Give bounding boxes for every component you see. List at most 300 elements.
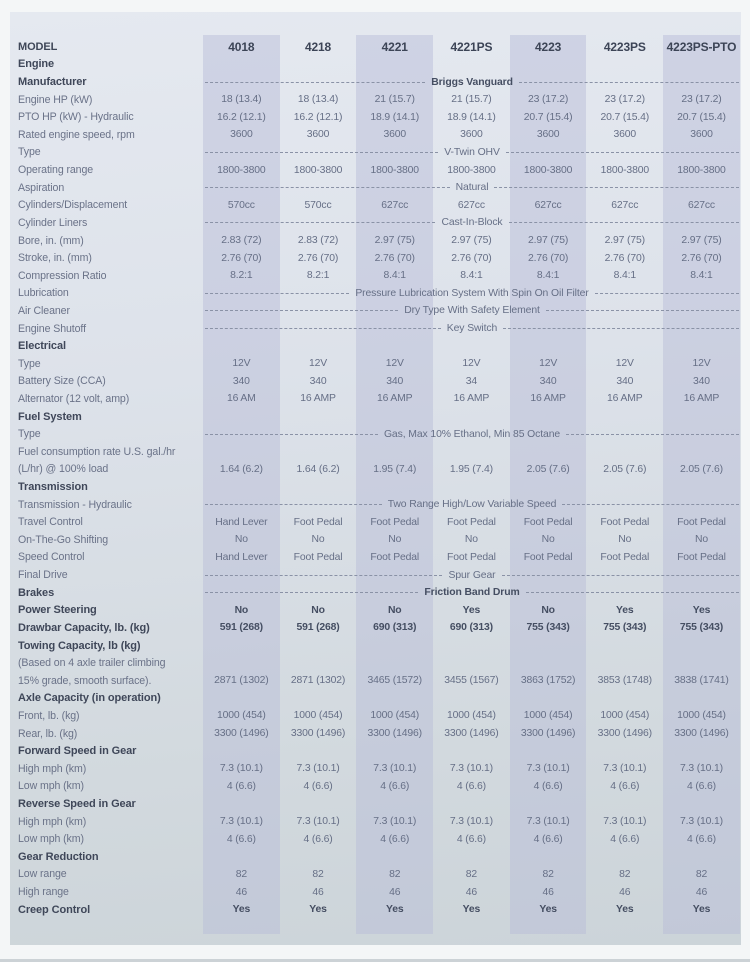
value-cell: Foot Pedal xyxy=(600,551,650,563)
row-label: Stroke, in. (mm) xyxy=(18,252,92,265)
row-label: High mph (km) xyxy=(18,815,87,828)
value-cell: 2.05 (7.6) xyxy=(603,463,647,475)
row-label: Alternator (12 volt, amp) xyxy=(18,392,130,405)
value-cell: 1000 (454) xyxy=(677,710,726,722)
value-cell: 340 xyxy=(309,375,327,387)
value-cell: 340 xyxy=(232,375,250,387)
row-label: Speed Control xyxy=(18,551,85,564)
value-cell: 82 xyxy=(235,868,247,880)
value-cell: 4 (6.6) xyxy=(610,780,640,792)
value-cell: 1000 (454) xyxy=(523,710,573,722)
row-label: Rated engine speed, rpm xyxy=(18,128,135,141)
value-cell: 755 (343) xyxy=(603,622,647,634)
value-cell: Yes xyxy=(462,604,481,616)
dashed-line xyxy=(205,82,425,83)
dashed-line xyxy=(503,328,739,329)
spec-row xyxy=(10,672,741,690)
spec-row xyxy=(10,496,741,514)
spec-row xyxy=(10,232,741,250)
value-cell: 16 AM xyxy=(226,393,256,405)
row-label: Cylinder Liners xyxy=(18,216,88,229)
spec-row xyxy=(10,830,741,848)
value-cell: 1000 (454) xyxy=(216,710,266,722)
value-cell: 3300 (1496) xyxy=(290,728,346,740)
value-cell: 16 AMP xyxy=(607,393,643,405)
value-cell: 46 xyxy=(312,886,324,898)
value-cell: 627cc xyxy=(381,199,409,211)
value-cell: Hand Lever xyxy=(215,516,268,528)
value-cell: 12V xyxy=(232,358,251,370)
value-cell: 7.3 (10.1) xyxy=(449,763,493,775)
value-cell: Foot Pedal xyxy=(447,551,496,563)
value-cell: 18.9 (14.1) xyxy=(370,111,420,123)
row-label: Engine HP (kW) xyxy=(18,93,93,106)
value-cell: 2.76 (70) xyxy=(681,252,722,264)
value-cell: 4 (6.6) xyxy=(533,780,563,792)
value-cell: 46 xyxy=(542,886,554,898)
value-cell: 3300 (1496) xyxy=(367,728,422,740)
value-cell: 2871 (1302) xyxy=(290,675,346,687)
dashed-line xyxy=(205,293,349,294)
value-cell: Foot Pedal xyxy=(293,516,343,528)
section-row xyxy=(10,848,741,866)
model-header-cell: 4018 xyxy=(228,39,255,54)
row-label: Type xyxy=(18,146,41,159)
model-header-cell: 4223PS-PTO xyxy=(666,39,737,54)
value-cell: 3600 xyxy=(690,129,713,141)
row-label: Bore, in. (mm) xyxy=(18,234,84,247)
value-cell: 46 xyxy=(235,886,247,898)
section-row xyxy=(10,56,741,74)
value-cell: 82 xyxy=(695,868,708,880)
value-cell: 2.97 (75) xyxy=(681,235,722,246)
spec-row xyxy=(10,513,741,531)
value-cell: 7.3 (10.1) xyxy=(679,763,723,775)
spanning-value-text: Briggs Vanguard xyxy=(431,76,513,88)
spec-row xyxy=(10,355,741,373)
row-label: Axle Capacity (in operation) xyxy=(18,692,161,705)
value-cell: 340 xyxy=(616,375,634,387)
spec-row xyxy=(10,196,741,214)
value-cell: 7.3 (10.1) xyxy=(526,763,570,775)
row-label: Operating range xyxy=(18,164,94,177)
value-cell: No xyxy=(618,534,632,546)
spec-row xyxy=(10,619,741,637)
spec-row xyxy=(10,566,741,584)
spec-row xyxy=(10,461,741,479)
spanning-value-text: Gas, Max 10% Ethanol, Min 85 Octane xyxy=(383,428,561,440)
spec-row xyxy=(10,901,741,919)
value-cell: 7.3 (10.1) xyxy=(603,816,647,828)
value-cell: 1.64 (6.2) xyxy=(219,463,263,475)
spanning-value xyxy=(203,570,741,581)
spanning-value-text: Natural xyxy=(455,182,489,194)
spec-row xyxy=(10,214,741,232)
value-cell: 591 (268) xyxy=(219,622,263,634)
value-cell: No xyxy=(311,534,325,546)
spec-row xyxy=(10,425,741,443)
value-cell: 82 xyxy=(465,868,478,880)
value-cell: 4 (6.6) xyxy=(303,780,333,792)
value-cell: 3455 (1567) xyxy=(444,675,499,687)
row-label: Creep Control xyxy=(18,903,91,916)
row-label: (L/hr) @ 100% load xyxy=(18,463,109,476)
value-cell: 4 (6.6) xyxy=(456,833,486,845)
value-cell: 12V xyxy=(309,358,328,370)
value-cell: 2.97 (75) xyxy=(604,235,645,246)
value-cell: 1000 (454) xyxy=(293,710,343,722)
value-cell: Foot Pedal xyxy=(677,516,726,528)
spec-row xyxy=(10,267,741,285)
spec-row xyxy=(10,654,741,672)
model-header-cell: 4223 xyxy=(535,39,562,54)
value-cell: 20.7 (15.4) xyxy=(677,111,726,123)
value-cell: No xyxy=(234,534,248,546)
value-cell: 16 AMP xyxy=(376,393,413,405)
value-cell: 2.83 (72) xyxy=(297,235,339,246)
spanning-value xyxy=(203,429,741,440)
spanning-value xyxy=(203,305,741,316)
value-cell: 7.3 (10.1) xyxy=(373,763,417,775)
value-cell: 755 (343) xyxy=(526,622,570,634)
section-row xyxy=(10,408,741,426)
value-cell: 1.64 (6.2) xyxy=(296,463,340,475)
value-cell: 1800-3800 xyxy=(677,164,726,176)
value-cell: 16 AMP xyxy=(300,393,336,405)
spanning-value-text: V-Twin OHV xyxy=(444,146,500,158)
spanning-value-text: Dry Type With Safety Element xyxy=(404,305,540,317)
value-cell: 7.3 (10.1) xyxy=(603,763,647,775)
value-cell: 4 (6.6) xyxy=(380,780,410,792)
section-row xyxy=(10,478,741,496)
spanning-value xyxy=(203,147,741,158)
value-cell: Foot Pedal xyxy=(600,516,650,528)
value-cell: 4 (6.6) xyxy=(226,780,256,792)
value-cell: 82 xyxy=(389,868,401,880)
value-cell: 2.76 (70) xyxy=(451,252,492,264)
value-cell: 340 xyxy=(539,375,557,387)
row-label: Travel Control xyxy=(18,516,83,529)
value-cell: 3863 (1752) xyxy=(520,675,576,687)
dashed-line xyxy=(595,293,739,294)
spec-row xyxy=(10,161,741,179)
row-label: Drawbar Capacity, lb. (kg) xyxy=(18,621,150,634)
dashed-line xyxy=(502,575,739,576)
value-cell: Foot Pedal xyxy=(677,551,726,563)
value-cell: 23 (17.2) xyxy=(527,94,569,106)
row-label: Power Steering xyxy=(18,604,97,617)
dashed-line xyxy=(205,328,441,329)
value-cell: 1800-3800 xyxy=(293,164,343,176)
value-cell: 7.3 (10.1) xyxy=(296,816,340,828)
row-label: Air Cleaner xyxy=(18,304,70,317)
spec-row xyxy=(10,866,741,884)
value-cell: 2.76 (70) xyxy=(374,252,415,264)
row-label: MODEL xyxy=(18,40,58,53)
value-cell: 3300 (1496) xyxy=(214,728,269,740)
spanning-value-text: Friction Band Drum xyxy=(424,587,520,599)
row-label: High mph (km) xyxy=(18,762,87,775)
dashed-line xyxy=(546,310,739,311)
value-cell: 8.4:1 xyxy=(383,270,406,282)
dashed-line xyxy=(205,152,438,153)
value-cell: 2.76 (70) xyxy=(604,252,645,264)
spec-table xyxy=(10,12,741,918)
value-cell: 1.95 (7.4) xyxy=(373,463,417,475)
value-cell: 627cc xyxy=(534,199,562,211)
spec-row xyxy=(10,760,741,778)
section-row xyxy=(10,742,741,760)
value-cell: 46 xyxy=(389,886,401,898)
value-cell: No xyxy=(694,534,708,546)
value-cell: Foot Pedal xyxy=(370,551,420,563)
spec-row xyxy=(10,373,741,391)
value-cell: 340 xyxy=(386,375,404,387)
row-label: Front, lb. (kg) xyxy=(18,709,80,722)
value-cell: 12V xyxy=(385,358,404,370)
spec-row xyxy=(10,813,741,831)
value-cell: No xyxy=(388,534,402,546)
value-cell: 3300 (1496) xyxy=(520,728,576,740)
row-label: Type xyxy=(18,357,41,370)
value-cell: Yes xyxy=(309,904,327,916)
spec-row xyxy=(10,73,741,91)
value-cell: 8.4:1 xyxy=(536,270,560,282)
spanning-value xyxy=(203,182,741,193)
row-label: Type xyxy=(18,428,41,441)
value-cell: 1800-3800 xyxy=(447,164,496,176)
value-cell: 18 (13.4) xyxy=(297,94,339,106)
value-cell: 4 (6.6) xyxy=(533,833,563,845)
row-label: Fuel System xyxy=(18,410,82,423)
spec-row xyxy=(10,179,741,197)
value-cell: Foot Pedal xyxy=(523,516,573,528)
value-cell: 7.3 (10.1) xyxy=(373,816,417,828)
value-cell: 3600 xyxy=(536,129,560,141)
dashed-line xyxy=(205,575,442,576)
value-cell: Yes xyxy=(692,904,711,916)
spec-row xyxy=(10,531,741,549)
row-label: Transmission xyxy=(18,481,88,494)
value-cell: 18.9 (14.1) xyxy=(447,111,496,123)
value-cell: 2.97 (75) xyxy=(374,235,415,246)
value-cell: No xyxy=(234,604,249,616)
value-cell: 690 (313) xyxy=(449,622,493,634)
value-cell: 16 AMP xyxy=(453,393,490,405)
value-cell: Yes xyxy=(462,904,481,916)
value-cell: 8.2:1 xyxy=(306,270,330,282)
value-cell: 4 (6.6) xyxy=(686,833,716,845)
value-cell: Yes xyxy=(385,904,404,916)
spec-row xyxy=(10,602,741,620)
spec-row xyxy=(10,320,741,338)
spanning-value-text: Cast-In-Block xyxy=(441,217,503,229)
value-cell: 2.76 (70) xyxy=(221,252,262,264)
value-cell: 1000 (454) xyxy=(447,710,496,722)
value-cell: 1000 (454) xyxy=(370,710,420,722)
spec-row xyxy=(10,443,741,461)
model-header-cell: 4221 xyxy=(381,39,408,54)
section-row xyxy=(10,637,741,655)
value-cell: 7.3 (10.1) xyxy=(219,763,263,775)
value-cell: 82 xyxy=(619,868,631,880)
value-cell: 2.97 (75) xyxy=(527,235,569,246)
value-cell: 2.05 (7.6) xyxy=(526,463,570,475)
row-label: Final Drive xyxy=(18,569,68,582)
spec-row xyxy=(10,390,741,408)
row-label: Lubrication xyxy=(18,287,69,300)
row-label: On-The-Go Shifting xyxy=(18,533,109,546)
value-cell: No xyxy=(464,534,478,546)
value-cell: 627cc xyxy=(457,199,485,211)
row-label: PTO HP (kW) - Hydraulic xyxy=(18,111,134,124)
value-cell: 4 (6.6) xyxy=(456,780,486,792)
dashed-line xyxy=(509,222,739,223)
value-cell: 7.3 (10.1) xyxy=(449,816,493,828)
value-cell: 7.3 (10.1) xyxy=(296,763,340,775)
value-cell: 8.4:1 xyxy=(613,270,636,282)
value-cell: Foot Pedal xyxy=(293,551,343,563)
row-label: (Based on 4 axle trailer climbing xyxy=(18,657,166,670)
value-cell: 12V xyxy=(692,358,711,370)
row-label: Low mph (km) xyxy=(18,780,84,793)
value-cell: 46 xyxy=(465,886,478,898)
value-cell: 2.83 (72) xyxy=(221,235,262,246)
value-cell: 2.76 (70) xyxy=(297,252,339,264)
value-cell: 570cc xyxy=(227,199,255,211)
value-cell: 3853 (1748) xyxy=(597,675,652,687)
value-cell: 4 (6.6) xyxy=(380,833,410,845)
value-cell: 46 xyxy=(619,886,631,898)
value-cell: 1800-3800 xyxy=(217,164,266,176)
value-cell: 12V xyxy=(462,358,481,370)
section-row xyxy=(10,690,741,708)
row-label: Cylinders/Displacement xyxy=(18,199,128,212)
spec-row xyxy=(10,126,741,144)
value-cell: 4 (6.6) xyxy=(610,833,640,845)
model-header-cell: 4221PS xyxy=(450,39,493,54)
value-cell: 3300 (1496) xyxy=(674,728,729,740)
row-label: Compression Ratio xyxy=(18,269,107,282)
row-label: Aspiration xyxy=(18,181,65,194)
spanning-value-text: Spur Gear xyxy=(448,569,496,581)
dashed-line xyxy=(205,310,398,311)
value-cell: No xyxy=(541,604,555,616)
value-cell: 82 xyxy=(312,868,324,880)
spanning-value xyxy=(203,587,741,598)
value-cell: 2.97 (75) xyxy=(451,235,492,246)
value-cell: 82 xyxy=(542,868,554,880)
row-label: Engine Shutoff xyxy=(18,322,86,335)
row-label: High range xyxy=(18,886,69,899)
value-cell: 23 (17.2) xyxy=(681,94,722,106)
value-cell: 3600 xyxy=(613,129,637,141)
value-cell: 1.95 (7.4) xyxy=(449,463,493,475)
value-cell: Yes xyxy=(232,904,251,916)
model-header-cell: 4218 xyxy=(304,39,332,54)
dashed-line xyxy=(494,187,739,188)
spanning-value-text: Two Range High/Low Variable Speed xyxy=(387,499,557,511)
spec-row xyxy=(10,144,741,162)
spec-row xyxy=(10,584,741,602)
value-cell: 3600 xyxy=(383,129,406,141)
value-cell: 46 xyxy=(695,886,708,898)
dashed-line xyxy=(506,152,739,153)
value-cell: 340 xyxy=(693,375,710,387)
spanning-value xyxy=(203,77,741,88)
value-cell: Yes xyxy=(616,604,634,616)
value-cell: Foot Pedal xyxy=(370,516,420,528)
value-cell: Hand Lever xyxy=(215,551,268,563)
value-cell: 16 AMP xyxy=(530,393,566,405)
spanning-value-text: Key Switch xyxy=(446,323,498,335)
dashed-line xyxy=(526,592,739,593)
value-cell: 20.7 (15.4) xyxy=(600,111,650,123)
value-cell: 2.76 (70) xyxy=(527,252,569,264)
value-cell: 12V xyxy=(539,358,558,370)
spec-row xyxy=(10,549,741,567)
value-cell: 8.2:1 xyxy=(230,270,253,282)
dashed-line xyxy=(205,222,435,223)
value-cell: 21 (15.7) xyxy=(451,94,492,106)
value-cell: 3300 (1496) xyxy=(597,728,652,740)
value-cell: 1800-3800 xyxy=(523,164,573,176)
value-cell: Yes xyxy=(616,904,634,916)
value-cell: 690 (313) xyxy=(373,622,417,634)
dashed-line xyxy=(562,504,739,505)
spanning-value xyxy=(203,323,741,334)
value-cell: 8.4:1 xyxy=(460,270,483,282)
section-row xyxy=(10,337,741,355)
value-cell: 4 (6.6) xyxy=(686,780,716,792)
value-cell: 1800-3800 xyxy=(370,164,419,176)
dashed-line xyxy=(566,434,739,435)
row-label: Fuel consumption rate U.S. gal./hr xyxy=(18,445,176,458)
value-cell: 627cc xyxy=(687,199,715,211)
value-cell: 16.2 (12.1) xyxy=(217,111,266,123)
dashed-line xyxy=(205,187,450,188)
value-cell: 755 (343) xyxy=(679,622,724,634)
spec-row xyxy=(10,249,741,267)
value-cell: 1000 (454) xyxy=(600,710,650,722)
row-label: Brakes xyxy=(18,586,55,599)
value-cell: Yes xyxy=(539,904,557,916)
value-cell: Foot Pedal xyxy=(523,551,573,563)
value-cell: No xyxy=(311,604,325,616)
value-cell: 627cc xyxy=(611,199,639,211)
row-label: Towing Capacity, lb (kg) xyxy=(18,639,141,652)
dashed-line xyxy=(205,504,382,505)
value-cell: 20.7 (15.4) xyxy=(523,111,573,123)
value-cell: Yes xyxy=(692,604,711,616)
row-label: Low mph (km) xyxy=(18,833,84,846)
row-label: Forward Speed in Gear xyxy=(18,745,137,758)
value-cell: 3600 xyxy=(230,129,253,141)
row-label: Gear Reduction xyxy=(18,850,99,863)
spec-row xyxy=(10,725,741,743)
value-cell: 570cc xyxy=(304,199,332,211)
value-cell: 18 (13.4) xyxy=(221,94,262,106)
value-cell: 3465 (1572) xyxy=(367,675,422,687)
row-label: Engine xyxy=(18,58,55,71)
row-label: Reverse Speed in Gear xyxy=(18,798,136,810)
value-cell: 34 xyxy=(465,375,478,387)
row-label: 15% grade, smooth surface). xyxy=(18,674,152,687)
spec-row xyxy=(10,285,741,303)
value-cell: 23 (17.2) xyxy=(604,94,645,106)
spanning-value xyxy=(203,499,741,510)
value-cell: 16 AMP xyxy=(683,393,720,405)
